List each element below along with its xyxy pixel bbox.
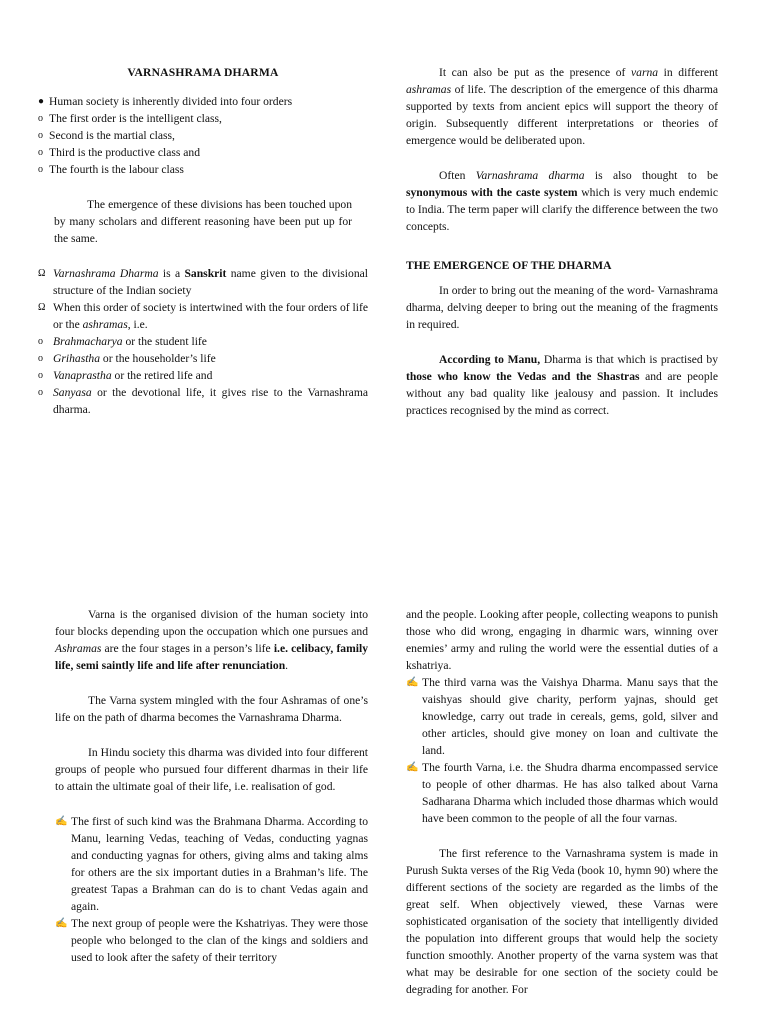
- page2-left-column: [55, 606, 368, 966]
- list-item: o Vanaprastha or the retired life and: [38, 369, 213, 382]
- page1-left-column: [38, 64, 368, 418]
- omega-bullet-icon: Ω: [38, 302, 46, 313]
- list-item: o Brahmacharya or the student life: [38, 335, 207, 348]
- page1-right-column: [406, 64, 718, 419]
- circle-bullet-icon: o: [38, 353, 43, 364]
- list-item: ● Human society is inherently divided into four orders: [38, 95, 293, 108]
- paragraph: The first reference to the Varnashrama system is made in Purush Sukta verses of the Rig Veda (book 10, hymn 90) where the different sections of the society are regarded as the limbs of the great self. When objectively viewed, these Varnas were sophisticated organisation of the society that intelligently divided the population into different groups that would help the society function smoothly. Another property of the varna system was that what may be desirable for one section of the society could be degrading for another. For: [406, 847, 718, 996]
- list-item: o Second is the martial class,: [38, 129, 175, 142]
- list-item: ✍ The third varna was the Vaishya Dharma. Manu says that the vaishyas should give charity, perform yajnas, should get knowledge, carry out trade in cereals, gems, gold, silver and other articles, should give money on loan and cultivate the land.: [406, 676, 718, 757]
- list-item: o The first order is the intelligent class,: [38, 112, 222, 125]
- pen-icon: ✍: [55, 816, 68, 827]
- page2-right-column: [406, 606, 718, 998]
- pen-icon: ✍: [55, 918, 68, 929]
- circle-bullet-icon: o: [38, 113, 43, 124]
- list-item: ✍ The next group of people were the Kshatriyas. They were those people who belonged to the clan of the kings and soldiers and used to look after the safety of their territory: [55, 917, 368, 964]
- section-heading: THE EMERGENCE OF THE DHARMA: [406, 259, 612, 272]
- pen-icon: ✍: [406, 677, 419, 688]
- paragraph: According to Manu, Dharma is that which is practised by those who know the Vedas and the Shastras and are people without any bad quality like jealousy and passion. It includes practices recognised by the mind as correct.: [406, 353, 718, 417]
- circle-bullet-icon: o: [38, 147, 43, 158]
- definition-list: [38, 265, 368, 418]
- omega-bullet-icon: Ω: [38, 268, 46, 279]
- list-item: Ω When this order of society is intertwined with the four orders of life or the ashramas, i.e.: [38, 301, 368, 331]
- emergence-paragraph-block: [38, 196, 368, 247]
- dharma-list-continued: [406, 674, 718, 827]
- paragraph: It can also be put as the presence of varna in different ashramas of life. The description of the emergence of this dharma supported by texts from ancient epics will support the theory of origin. Subsequently different interpretations or theories of emergence would be deliberated upon.: [406, 66, 718, 147]
- list-item: Ω Varnashrama Dharma is a Sanskrit name given to the divisional structure of the Indian society: [38, 267, 368, 297]
- paragraph: In Hindu society this dharma was divided into four different groups of people who pursued four different dharmas in their life to attain the ultimate goal of their life, i.e. realisation of god.: [55, 746, 368, 793]
- emergence-paragraph: The emergence of these divisions has been touched upon by many scholars and different reasoning have been put up for the same.: [54, 198, 352, 245]
- list-item: ✍ The first of such kind was the Brahmana Dharma. According to Manu, learning Vedas, teaching of Vedas, conducting yagnas and conducting yagnas for others, giving alms and taking alms for others are the six important duties in a Brahman’s life. The greatest Tapas a Brahman can do is to chant Vedas again and again.: [55, 815, 368, 913]
- list-item: o Grihastha or the householder’s life: [38, 352, 216, 365]
- list-item: o The fourth is the labour class: [38, 163, 184, 176]
- list-item: ✍ The fourth Varna, i.e. the Shudra dharma encompassed service to people of other dharmas. He has also talked about Varna Sadharana Dharma which included those dharmas which would have been common to the people of all the four varnas.: [406, 761, 718, 825]
- paragraph: Varna is the organised division of the human society into four blocks depending upon the occupation which one pursues and Ashramas are the four stages in a person’s life i.e. celibacy, family life, semi saintly life and life after renunciation.: [55, 608, 368, 672]
- list-item: o Third is the productive class and: [38, 146, 201, 159]
- pen-icon: ✍: [406, 762, 419, 773]
- document-page-2: [0, 600, 768, 1024]
- circle-bullet-icon: o: [38, 130, 43, 141]
- circle-bullet-icon: o: [38, 370, 43, 381]
- circle-bullet-icon: o: [38, 387, 43, 398]
- paragraph: and the people. Looking after people, collecting weapons to punish those who did wrong, engaging in dharmic wars, winning over enemies’ army and ruling the world were the essential duties of a kshatriya.: [406, 608, 718, 672]
- circle-bullet-icon: o: [38, 164, 43, 175]
- bullet-icon: ●: [38, 96, 45, 107]
- paragraph: Often Varnashrama dharma is also thought to be synonymous with the caste system which is very much endemic to India. The term paper will clarify the difference between the two concepts.: [406, 169, 719, 233]
- paragraph: The Varna system mingled with the four Ashramas of one’s life on the path of dharma becomes the Varnashrama Dharma.: [55, 694, 368, 724]
- list-item: o Sanyasa or the devotional life, it gives rise to the Varnashrama dharma.: [38, 386, 368, 416]
- circle-bullet-icon: o: [38, 336, 43, 347]
- dharma-list: [55, 813, 368, 966]
- paragraph: In order to bring out the meaning of the word- Varnashrama dharma, delving deeper to bring out the meaning of the fragments in required.: [406, 284, 718, 331]
- document-title: VARNASHRAMA DHARMA: [127, 66, 279, 79]
- orders-list: [38, 93, 368, 178]
